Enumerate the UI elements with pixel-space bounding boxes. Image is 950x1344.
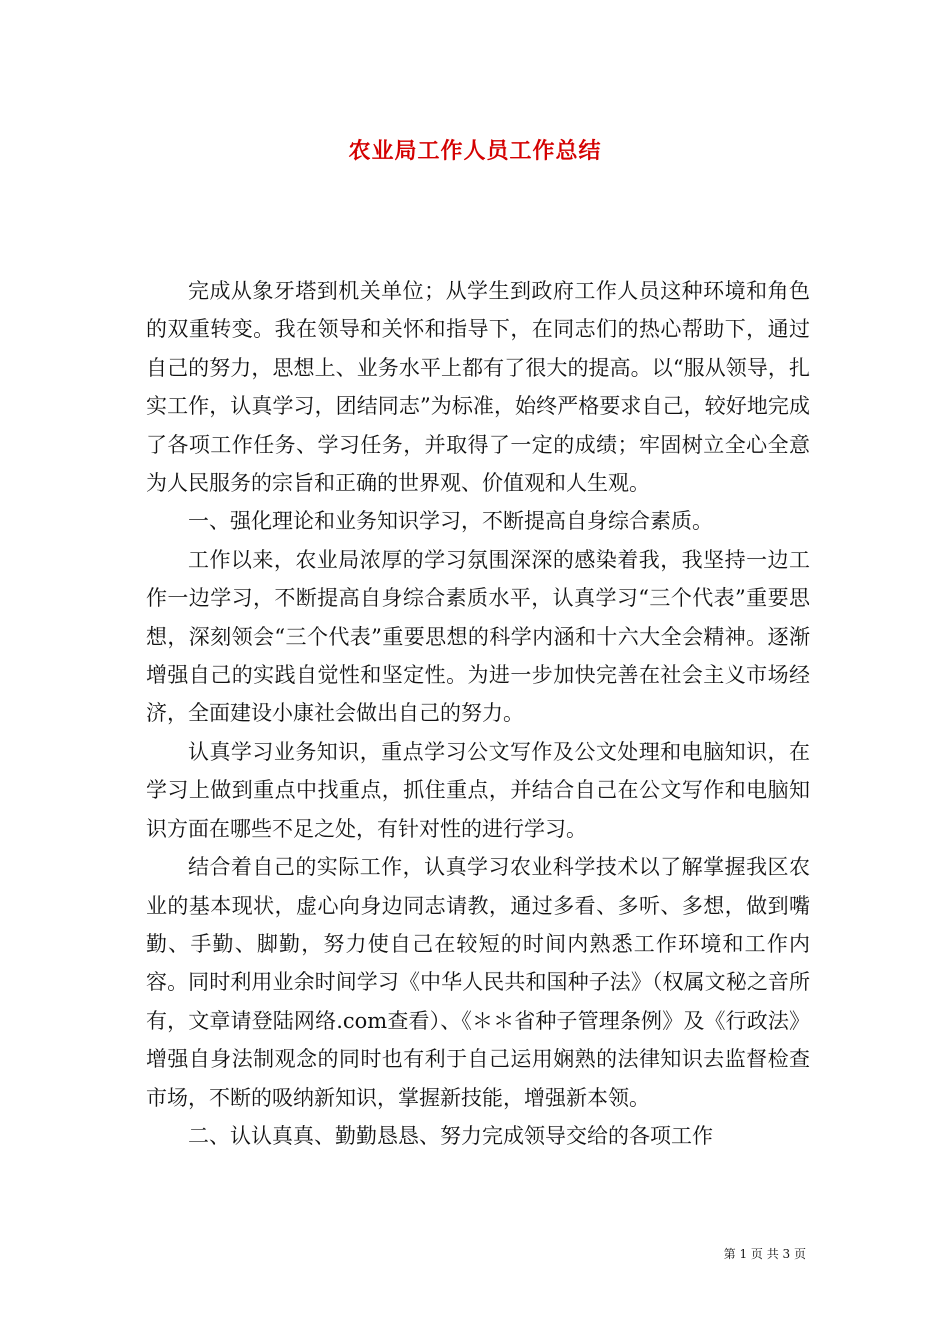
- document-body: [146, 272, 810, 1155]
- paragraph: 一、强化理论和业务知识学习，不断提高自身综合素质。: [188, 509, 713, 534]
- paragraph: 认真学习业务知识，重点学习公文写作及公文处理和电脑知识，在学习上做到重点中找重点，抓住重点，并结合自己在公文写作和电脑知识方面在哪些不足之处，有针对性的进行学习。: [146, 739, 810, 841]
- paragraph: 完成从象牙塔到机关单位；从学生到政府工作人员这种环境和角色的双重转变。我在领导和关怀和指导下，在同志们的热心帮助下，通过自己的努力，思想上、业务水平上都有了很大的提高。以“服从领导，扎实工作，认真学习，团结同志”为标准，始终严格要求自己，较好地完成了各项工作任务、学习任务，并取得了一定的成绩；牢固树立全心全意为人民服务的宗旨和正确的世界观、价值观和人生观。: [146, 279, 810, 496]
- paragraph: 工作以来，农业局浓厚的学习氛围深深的感染着我，我坚持一边工作一边学习，不断提高自身综合素质水平，认真学习“三个代表”重要思想，深刻领会“三个代表”重要思想的科学内涵和十六大全会精神。逐渐增强自己的实践自觉性和坚定性。为进一步加快完善在社会主义市场经济，全面建设小康社会做出自己的努力。: [146, 547, 810, 726]
- document-title: 农业局工作人员工作总结: [348, 138, 602, 164]
- paragraph: 结合着自己的实际工作，认真学习农业科学技术以了解掌握我区农业的基本现状，虚心向身边同志请教，通过多看、多听、多想，做到嘴勤、手勤、脚勤，努力使自己在较短的时间内熟悉工作环境和工作内容。同时利用业余时间学习《中华人民共和国种子法》（权属文秘之音所有，文章请登陆网络.com查看）、《＊＊省种子管理条例》及《行政法》增强自身法制观念的同时也有利于自己运用娴熟的法律知识去监督检查市场，不断的吸纳新知识，掌握新技能，增强新本领。: [146, 855, 810, 1110]
- page-number-footer: 第 1 页 共 3 页: [723, 1247, 806, 1261]
- section-heading: 二、认认真真、勤勤恳恳、努力完成领导交给的各项工作: [188, 1123, 713, 1148]
